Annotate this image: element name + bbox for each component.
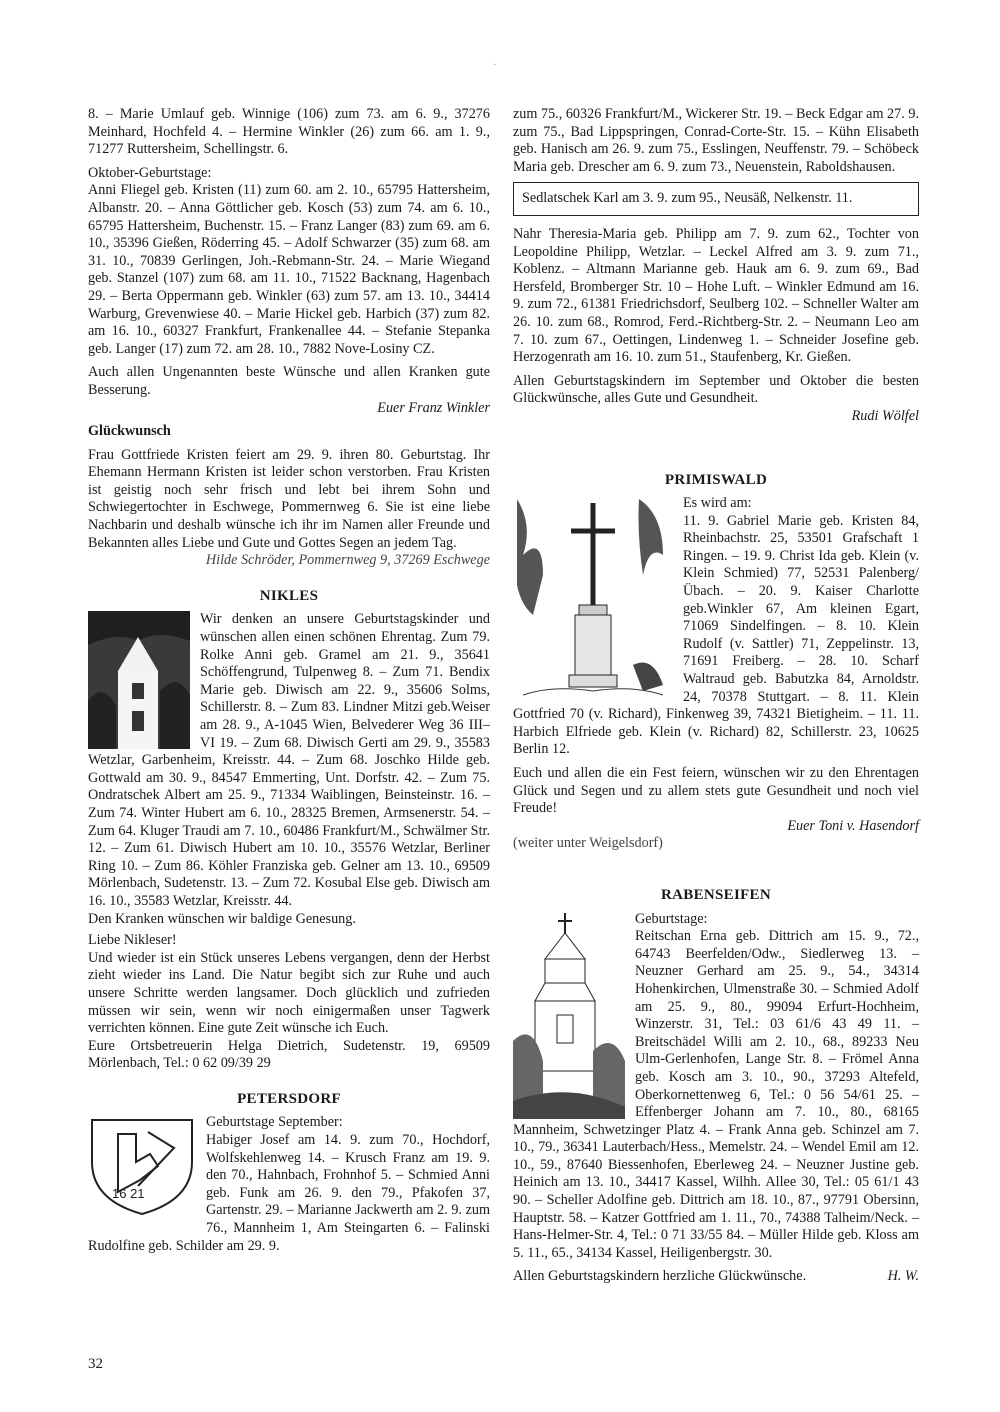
rabenseifen-label: Geburtstage: <box>635 910 708 927</box>
october-paragraph: Anni Fliegel geb. Kristen (11) zum 60. am 2. 10., 65795 Hattersheim, Albanstr. 20. – Anna Göttlicher geb. Kosch (53) zum 74. am 6. 10., 65795 Hattersheim, Buchenstr. 15. – Franz Langer (83) zum 69. am 6. 10., 35396 Gießen, Röderring 45. – Adolf Schwarzer (35) zum 68. am 31. 10., 70839 Gerlingen, Joh.-Rebmann-Str. 24. – Marie Wiegand geb. Stanzel (107) zum 68. am 11. 10., 71522 Backnang, Hagenbach 29. – Berta Oppermann geb. Winkler (63) zum 57. am 13. 10., 34414 Warburg, Grevenwiese 40. – Marie Hickel geb. Harbich (37) zum 82. am 16. 10., 60327 Frankfurt, Frankenallee 44. – Stefanie Stepanka geb. Langer (17) zum 72. am 28. 10., 7882 Nove-Losiny CZ. <box>88 182 490 357</box>
nikles-sign: Eure Ortsbetreuerin Helga Dietrich, Sudetenstr. 19, 69509 Mörlenbach, Tel.: 0 62 09/39 29 <box>88 1037 490 1072</box>
cont-text: zum 75., 60326 Frankfurt/M., Wickerer Str. 19. – Beck Edgar am 27. 9. zum 75., Bad Lippspringen, Conrad-Corte-Str. 15. – Kühn Elisabeth geb. Hanisch am 26. 9. zum 75., Esslingen, Neuffenstr. 79. – Schöbeck Maria geb. Drescher am 6. 9. zum 73., Neuenstein, Raboldshausen. <box>513 106 919 175</box>
page-number: 32 <box>88 1356 103 1372</box>
intro-paragraph: 8. – Marie Umlauf geb. Winnige (106) zum 73. am 6. 9., 37276 Meinhard, Hochfeld 4. – Hermine Winkler (26) zum 66. am 1. 9., 71277 Ruttersheim, Schellingstr. 6. <box>88 106 490 158</box>
primiswald-note: (weiter unter Weigelsdorf) <box>513 835 663 852</box>
petersdorf-text: Habiger Josef am 14. 9. zum 70., Hochdorf, Wolfskehlenweg 14. – Krusch Franz am 19. 9. den 70., Hahnbach, Frohnhof 5. – Schmied Anni geb. Funk am 26. 9. den 79., Pfakofen 37, Gartenstr. 29. – Marianne Jackwerth am 2. 9. zum 76., Mannheim 1, Am Steingarten 6. – Falinski Rudolfine geb. Schilder am 29. 9. <box>88 1132 490 1254</box>
wishes-text: Auch allen Ungenannten beste Wünsche und allen Kranken gute Besserung. <box>88 364 490 398</box>
primiswald-title: PRIMISWALD <box>664 471 768 488</box>
rabenseifen-closing <box>513 1268 919 1286</box>
list-text: Nahr Theresia-Maria geb. Philipp am 7. 9. zum 62., Tochter von Leopoldine Philipp, Wetzlar. – Leckel Alfred am 3. 9. zum 71., Koblenz. – Altmann Marianne geb. Hauk am 6. 9. zum 69., Bad Hersfeld, Bromberger Str. 10 – Hohe Luft. – Winkler Edmund am 16. 9. zum 72., 61381 Friedrichsdorf, Seulberg 102. – Schneller Walter am 26. 10. zum 68., Romrod, Ferd.-Richtberg-Str. 2. – Neumann Leo am 7. 10. zum 67., Oettingen, Lindenweg 1. – Schneider Josefine geb. Herzogenrath am 16. 10. zum 51., Staufenberg, Kr. Gießen. <box>513 225 919 366</box>
congrats-text: Frau Gottfriede Kristen feiert am 29. 9. ihren 80. Geburtstag. Ihr Ehemann Hermann Kristen ist leider schon verstorben. Frau Kristen ist geistig noch sehr frisch und lebt bei ihrem Sohn und Schwiegertochter in Eschwege, Pommernweg 6. Sie ist eine liebe Nachbarin und deshalb wünsche ich ihr im Namen aller Freunde und Bekannten alles Liebe und Gute und Gottes Segen an jedem Tag. <box>88 446 490 551</box>
congrats-title: Glückwunsch <box>88 423 171 440</box>
october-label: Oktober-Geburtstage: <box>88 164 212 181</box>
right-wishes-sign: Rudi Wölfel <box>851 407 919 424</box>
nikles-church-image <box>88 611 190 749</box>
box-text: Sedlatschek Karl am 3. 9. zum 95., Neusäß, Nelkenstr. 11. <box>522 190 853 207</box>
rabenseifen-text: Reitschan Erna geb. Dittrich am 15. 9., 72., 64743 Beerfelden/Odw., Siedlerweg 13. – Neuzner Gerhard am 25. 9., 54., 34314 Hohenkirchen, Ulmenstraße 30. – Schmied Adolf am 25. 9., 80., 99094 Erfurt-Hochheim, Winzerstr. 31, Tel.: 03 61/6 43 49 11. – Breitschädel Willi am 2. 10., 68., 89233 Neu Ulm-Gerlenhofen, Lange Str. 8. – Frömel Anna geb. Kosch am 3. 10., 90., 37293 Altefeld, Oberkornettenweg 6, Tel.: 0 56 54/61 25. – Effenberger Johann am 7. 10., 80., 68165 Mannheim, Schwetzinger Platz 4. – Frank Anna geb. Schinzel am 7. 10., 79., 36341 Lauterbach/Hess., Memelstr. 24. – Wendel Emil am 12. 10., 59., 87640 Biessenhofen, Eberleweg 24. – Neuzner Justine geb. Heinich am 13. 10., 34417 Kassel, Wilhh. Allee 30, Tel.: 05 61/1 43 90. – Scheller Adolfine geb. Dittrich am 18. 10., 87., 97791 Obersinn, Hauptstr. 58. – Katzer Gottfried am 1. 11., 70., 74388 Talheim/Neck. – Hans-Helmer-Str. 4, Tel.: 0 71 33/55 84. – Müller Hilde geb. Kloss am 5. 11., 65., 34134 Kassel, Heiligenbergstr. 30. <box>513 928 919 1261</box>
primiswald-label: Es wird am: <box>683 495 752 512</box>
petersdorf-emblem-image <box>88 1114 196 1218</box>
rabenseifen-wishes: Allen Geburtstagskindern herzliche Glückwünsche. <box>513 1268 807 1285</box>
left-column <box>88 106 490 1255</box>
congrats-sign: Hilde Schröder, Pommernweg 9, 37269 Eschwege <box>205 552 490 569</box>
nikles-title: NIKLES <box>259 587 319 604</box>
highlight-box <box>513 182 919 216</box>
rabenseifen-sign: H. W. <box>887 1268 919 1285</box>
scan-mark: · <box>493 60 497 71</box>
primiswald-sign: Euer Toni v. Hasendorf <box>787 817 919 834</box>
emblem-year: 16 21 <box>112 1186 145 1202</box>
rabenseifen-church-image <box>513 911 625 1119</box>
primiswald-text: 11. 9. Gabriel Marie geb. Kristen 84, Rheinbachstr. 25, 53501 Grafschaft 1 Ringen. – 19. 9. Christ Ida geb. Klein (v. Klein Schmied) 77, 52531 Palenberg/Übach. – 20. 9. Kaiser Charlotte geb.Winkler 67, Am kleinen Egart, 71069 Sindelfingen. – 8. 10. Klein Rudolf (v. Sattler) 71, Zeppelinstr. 13, 71691 Freiberg. – 28. 10. Scharf Waltraud geb. Babutzka 84, Arnoldstr. 24, 70378 Stuttgart. – 8. 11. Klein Gottfried 70 (v. Richard), Finkenweg 39, 74321 Bietigheim. – 11. 11. Harbich Elfriede geb. Klein (v. Richard) 82, Schillerstr. 23, 10625 Berlin 12. <box>513 512 919 758</box>
primiswald-cross-image <box>513 495 673 703</box>
rabenseifen-title: RABENSEIFEN <box>661 886 771 903</box>
petersdorf-label: Geburtstage September: <box>206 1114 343 1131</box>
nikles-letter: Und wieder ist ein Stück unseres Lebens vergangen, denn der Herbst zieht wieder ins Land. Die Natur begibt sich zur Ruhe und auch unsere Schritte werden langsamer. Doch glücklich und zufrieden müssen wir sein, wenn wir noch einigermaßen unser Tagwerk verrichten können. Eine gute Zeit wünsche ich Euch. <box>88 949 490 1037</box>
petersdorf-title: PETERSDORF <box>237 1090 341 1107</box>
right-column <box>513 106 919 1286</box>
nikles-sick: Den Kranken wünschen wir baldige Genesung. <box>88 910 356 927</box>
nikles-greeting: Liebe Nikleser! <box>88 932 177 949</box>
primiswald-wishes: Euch und allen die ein Fest feiern, wünschen wir zu den Ehrentagen Glück und Segen und zu allem stets gute Gesundheit und noch viel Freude! <box>513 765 919 817</box>
right-wishes-text: Allen Geburtstagskindern im September und Oktober die besten Glückwünsche, alles Gute und Gesundheit. <box>513 372 919 407</box>
wishes-sign: Euer Franz Winkler <box>377 399 490 416</box>
nikles-text: Wir denken an unsere Geburtstagskinder und wünschen allen einen schönen Ehrentag. Zum 79. Rolke Anni geb. Gramel am 21. 9., 35641 Schöffengrund, Tulpenweg 8. – Zum 71. Bendix Marie geb. Diwisch am 22. 9., 35606 Solms, Schillerstr. 8. – Zum 83. Lindner Mitzi geb.Weiser am 28. 9., A-1045 Wien, Belvederer Weg 36 III–VI 19. – Zum 68. Diwisch Gerti am 29. 9., 35583 Wetzlar, Garbenheim, Kreisstr. 44. – Zum 68. Joschko Hilde geb. Gottwald am 30. 9., 84547 Emmerting, Unt. Dorfstr. 42. – Zum 75. Ondratschek Albert am 25. 9., 71334 Waiblingen, Beinsteinstr. 16. – Zum 74. Winter Hubert am 6. 10., 28325 Bremen, Armsenerstr. 54. – Zum 64. Kluger Traudi am 7. 10., 60486 Frankfurt/M., Schwälmer Str. 12. – Zum 61. Diwisch Hubert am 10. 10., 35576 Wetzlar, Berliner Ring 10. – Zum 86. Köhler Franziska geb. Gelner am 13. 10., 69509 Mörlenbach, Sudetenstr. 13. – Zum 72. Kosubal Else geb. Diwisch am 16. 10., 35583 Wetzlar, Kreisstr. 44. <box>88 611 490 909</box>
